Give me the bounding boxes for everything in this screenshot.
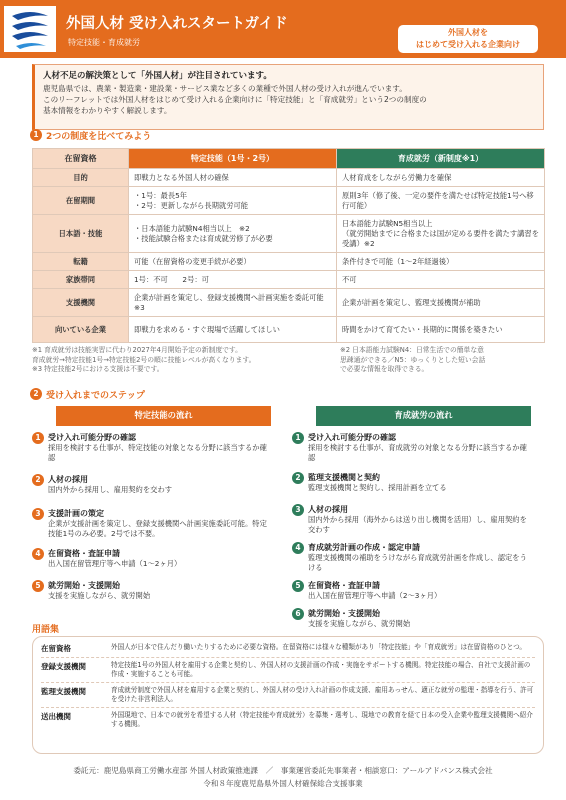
table-row xyxy=(33,187,545,215)
step-title: 監理支援機関と契約 xyxy=(308,473,380,482)
step-title: 在留資格・査証申請 xyxy=(48,549,120,558)
step-title: 受け入れ可能分野の確認 xyxy=(48,433,136,442)
row-label: 転籍 xyxy=(33,253,129,271)
step-number: 1 xyxy=(32,432,44,444)
table-row xyxy=(33,271,545,289)
glossary-definition: 育成就労制度で外国人材を雇用する企業と契約し、外国人材の受け入れ計画の作成支援、雇用あっせん、適正な就労の監理・指導を行う、許可を受けた非営利法人。 xyxy=(111,686,534,703)
footer xyxy=(0,764,566,790)
step-number: 3 xyxy=(292,504,304,516)
intro-line-2: このリーフレットでは外国人材をはじめて受け入れる企業向けに「特定技能」と「育成就労」という2つの制度の xyxy=(43,95,427,105)
step-description: 出入国在留管理庁等へ申請（2〜3ヶ月） xyxy=(308,591,442,600)
step-number: 5 xyxy=(292,580,304,592)
glossary-definition: 外国人が日本で住んだり働いたりするために必要な資格。在留資格には様々な種類があり「特定技能」や「育成就労」は在留資格のひとつ。 xyxy=(111,643,527,651)
audience-badge xyxy=(398,25,538,53)
step-number: 5 xyxy=(32,580,44,592)
prefecture-logo xyxy=(4,6,56,52)
step-title: 育成就労計画の作成・認定申請 xyxy=(308,543,420,552)
comparison-table xyxy=(32,148,545,343)
footer-line-2: 令和８年度鹿児島県外国人材確保総合支援事業 xyxy=(203,779,363,788)
step-title: 受け入れ可能分野の確認 xyxy=(308,433,396,442)
step-number: 6 xyxy=(292,608,304,620)
tokutei-flow-header: 特定技能の流れ xyxy=(56,406,271,424)
cell-tokutei: 可能（在留資格の変更手続が必要） xyxy=(129,253,337,271)
step-description: 支援を実施しながら、就労開始 xyxy=(308,619,411,628)
footer-line-1: 委託元：鹿児島県商工労働水産部 外国人材政策推進課 ／ 事業運営委託先事業者・相談窓口：アールアドバンス株式会社 xyxy=(73,766,493,775)
step-number: 1 xyxy=(292,432,304,444)
cell-ikusei: 日本語能力試験N5相当以上 （就労開始までに合格または国が定める要件を満たす講習を受講）※2 xyxy=(337,215,545,253)
ikusei-step xyxy=(292,472,532,496)
glossary-item xyxy=(41,658,535,683)
badge-line-2: はじめて受け入れる企業向け xyxy=(416,40,520,49)
intro-title: 人材不足の解決策として「外国人材」が注目されています。 xyxy=(43,71,272,81)
intro-line-3: 基本情報をわかりやすく解説します。 xyxy=(43,106,172,116)
row-label: 在留期間 xyxy=(33,187,129,215)
cell-tokutei: ・1号：最長5年 ・2号：更新しながら長期就労可能 xyxy=(129,187,337,215)
glossary-item xyxy=(41,640,535,658)
glossary-item xyxy=(41,708,535,732)
glossary-title: 用語集 xyxy=(32,625,60,635)
ikusei-step xyxy=(292,542,532,576)
footnote-3: ※3 特定技能2号における支援は不要です。 xyxy=(32,365,164,373)
tokutei-step xyxy=(32,508,272,542)
glossary-box xyxy=(32,636,544,754)
step-number: 2 xyxy=(292,472,304,484)
table-row xyxy=(33,215,545,253)
footnote-2a: ※2 日本語能力試験N4：日常生活での簡単な意 xyxy=(340,346,484,354)
page-title: 外国人材 受け入れスタートガイド xyxy=(66,16,288,32)
cell-ikusei: 条件付きで可能（1〜2年経過後） xyxy=(337,253,545,271)
cell-tokutei: 即戦力を求める・すぐ現場で活躍してほしい xyxy=(129,317,337,343)
step-number: 4 xyxy=(292,542,304,554)
cell-tokutei: 1号：不可 2号：可 xyxy=(129,271,337,289)
step-number: 4 xyxy=(32,548,44,560)
glossary-term: 在留資格 xyxy=(41,644,71,653)
ikusei-step xyxy=(292,580,532,604)
tokutei-step xyxy=(32,580,272,604)
intro-box xyxy=(32,64,544,130)
header-bar xyxy=(0,0,566,58)
row-label: 向いている企業 xyxy=(33,317,129,343)
step-description: 企業が支援計画を策定し、登録支援機関へ計画実施委託可能。特定技能1号のみ必要。2号では不要。 xyxy=(48,519,267,538)
step-title: 在留資格・査証申請 xyxy=(308,581,380,590)
step-description: 国内外から採用し、雇用契約を交わす xyxy=(48,485,173,494)
column-header-ikusei: 育成就労（新制度※1） xyxy=(337,149,545,169)
step-description: 国内外から採用（海外からは送り出し機関を活用）し、雇用契約を交わす xyxy=(308,515,527,534)
step-description: 出入国在留管理庁等へ申請（1〜2ヶ月） xyxy=(48,559,182,568)
cell-ikusei: 企業が計画を策定し、監理支援機関が補助 xyxy=(337,289,545,317)
section-1-number: 1 xyxy=(30,129,42,141)
footnote-2b: 思疎通ができる／N5：ゆっくりとした短い会話 xyxy=(340,355,486,364)
cell-ikusei: 時間をかけて育てたい・長期的に関係を築きたい xyxy=(337,317,545,343)
row-label: 家族帯同 xyxy=(33,271,129,289)
cell-ikusei: 原則3年（修了後、一定の要件を満たせば特定技能1号へ移行可能） xyxy=(337,187,545,215)
step-number: 3 xyxy=(32,508,44,520)
wave-logo-icon xyxy=(4,6,56,52)
step-description: 監理支援機関の補助をうけながら育成就労計画を作成し、認定をうける xyxy=(308,553,527,572)
ikusei-flow-header: 育成就労の流れ xyxy=(316,406,531,424)
table-corner-cell: 在留資格 xyxy=(33,149,129,169)
glossary-term: 監理支援機関 xyxy=(41,687,86,696)
glossary-definition: 特定技能1号の外国人材を雇用する企業と契約し、外国人材の支援計画の作成・実施をサポートする機関。特定技能の場合、自社で支援計画の作成・実施することも可能。 xyxy=(111,661,531,678)
ikusei-step xyxy=(292,432,532,466)
step-description: 監理支援機関と契約し、採用計画を立てる xyxy=(308,483,447,492)
step-number: 2 xyxy=(32,474,44,486)
glossary-definition: 外国現地で、日本での就労を希望する人材（特定技能や育成就労）を募集・選考し、現地での教育を経て日本の受入企業や監理支援機関へ紹介する機関。 xyxy=(111,711,533,728)
table-header-row xyxy=(33,149,545,169)
step-description: 採用を検討する仕事が、特定技能の対象となる分野に該当するか確認 xyxy=(48,443,267,462)
footnote-2c: で必要な情報を取得できる。 xyxy=(340,365,429,373)
badge-line-1: 外国人材を xyxy=(448,28,488,37)
ikusei-step xyxy=(292,504,532,538)
section-2-heading xyxy=(30,387,145,401)
intro-line-1: 鹿児島県では、農業・製造業・建設業・サービス業など多くの業種で外国人材の受け入れが進んでいます。 xyxy=(43,84,407,93)
cell-tokutei: ・日本語能力試験N4相当以上 ※2 ・技能試験合格または育成就労修了が必要 xyxy=(129,215,337,253)
cell-ikusei: 不可 xyxy=(337,271,545,289)
section-2-title: 受け入れまでのステップ xyxy=(46,390,145,401)
tokutei-step xyxy=(32,432,272,466)
cell-ikusei: 人材育成をしながら労働力を確保 xyxy=(337,169,545,187)
step-description: 採用を検討する仕事が、育成就労の対象となる分野に該当するか確認 xyxy=(308,443,527,462)
table-row xyxy=(33,289,545,317)
row-label: 目的 xyxy=(33,169,129,187)
tokutei-step xyxy=(32,474,272,498)
step-title: 就労開始・支援開始 xyxy=(48,581,120,590)
page-subtitle: 特定技能・育成就労 xyxy=(68,38,140,47)
row-label: 支援機関 xyxy=(33,289,129,317)
step-title: 就労開始・支援開始 xyxy=(308,609,380,618)
table-row xyxy=(33,169,545,187)
tokutei-step xyxy=(32,548,272,572)
row-label: 日本語・技能 xyxy=(33,215,129,253)
glossary-term: 送出機関 xyxy=(41,712,71,721)
section-1-heading xyxy=(30,128,151,142)
section-2-number: 2 xyxy=(30,388,42,400)
footnotes-right xyxy=(340,346,544,375)
footnote-1a: ※1 育成就労は技能実習に代わり2027年4月開始予定の新制度です。 xyxy=(32,346,242,354)
tokutei-flow-divider xyxy=(56,424,271,426)
cell-tokutei: 企業が計画を策定し、登録支援機関へ計画実施を委託可能 ※3 xyxy=(129,289,337,317)
step-title: 人材の採用 xyxy=(48,475,88,484)
step-title: 支援計画の策定 xyxy=(48,509,104,518)
ikusei-step xyxy=(292,608,532,632)
ikusei-flow-divider xyxy=(316,424,531,426)
table-row xyxy=(33,317,545,343)
footnotes-left xyxy=(32,346,332,375)
step-description: 支援を実施しながら、就労開始 xyxy=(48,591,151,600)
table-row xyxy=(33,253,545,271)
section-1-title: 2つの制度を比べてみよう xyxy=(46,131,152,142)
footnote-1b: 育成就労→特定技能1号→特定技能2号の順に技能レベルが高くなります。 xyxy=(32,355,256,364)
cell-tokutei: 即戦力となる外国人材の確保 xyxy=(129,169,337,187)
glossary-term: 登録支援機関 xyxy=(41,662,86,671)
glossary-item xyxy=(41,683,535,708)
column-header-tokutei: 特定技能（1号・2号） xyxy=(129,149,337,169)
step-title: 人材の採用 xyxy=(308,505,348,514)
